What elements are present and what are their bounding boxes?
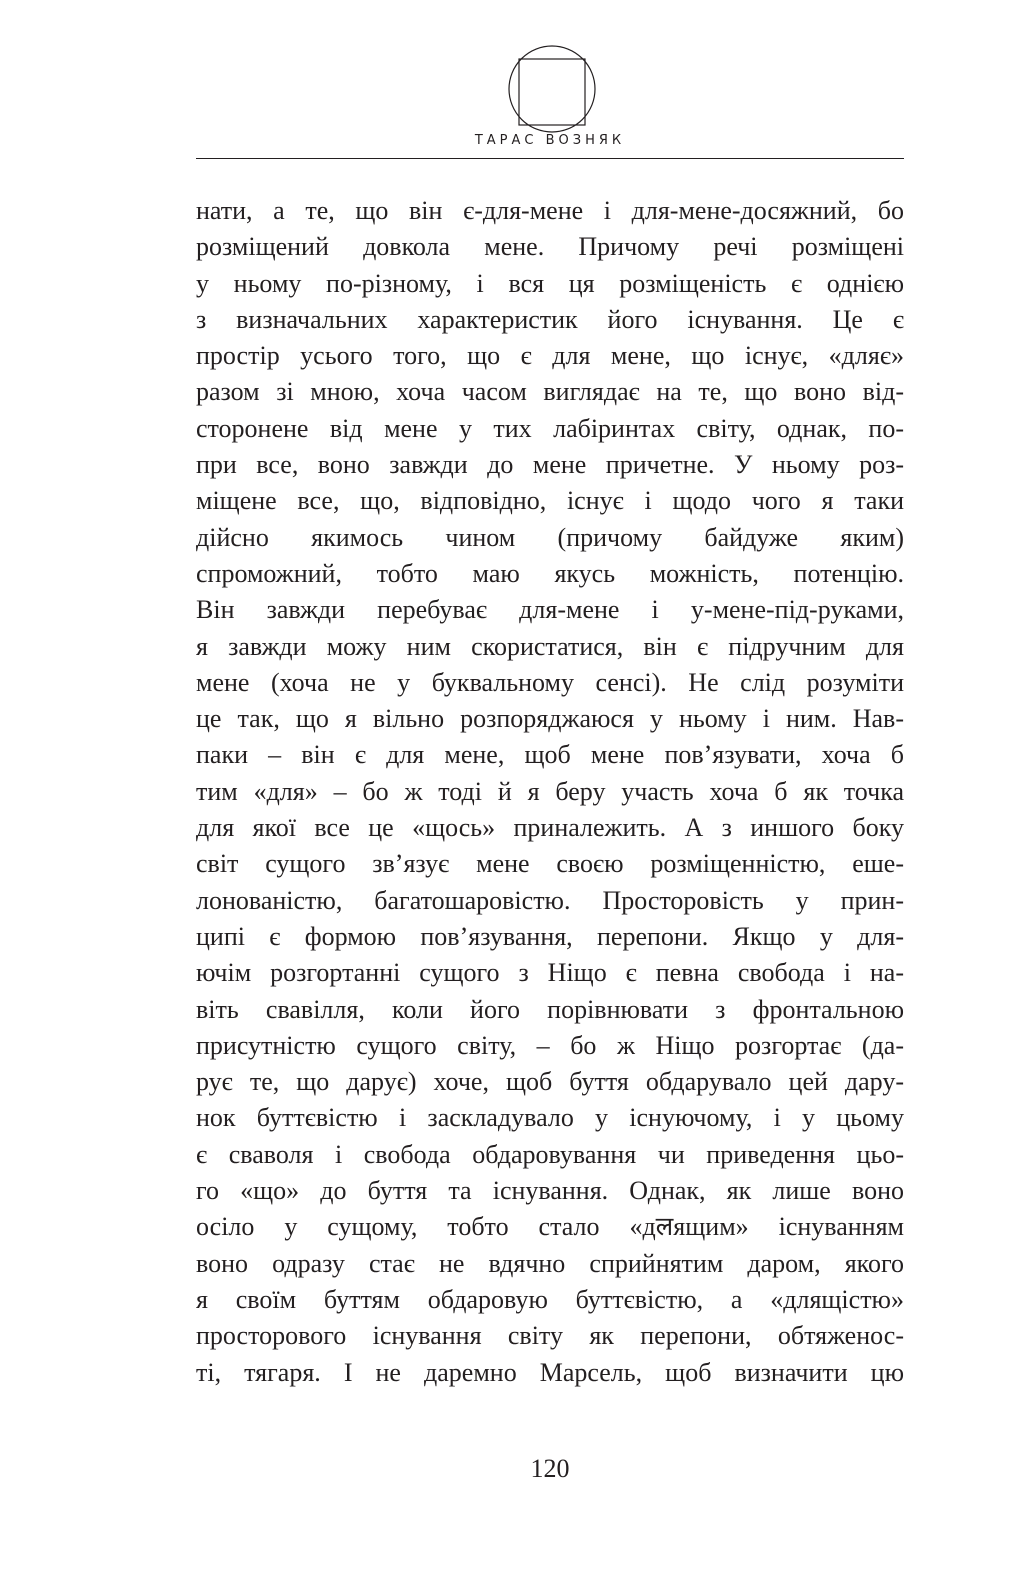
text-line: дійсно якимось чином (причому байдуже яким) [196, 522, 904, 552]
text-line: рує те, що дарує) хоче, щоб буття обдарувало цей дару- [196, 1067, 904, 1097]
text-line: це так, що я вільно розпоряджаюся у ньому і ним. Нав- [196, 704, 904, 734]
text-line: спроможний, тобто маю якусь можність, потенцію. [196, 558, 904, 588]
text-line: є сваволя і свобода обдаровування чи приведення цьо- [196, 1139, 904, 1169]
text-line: я своїм буттям обдаровую буттєвістю, а «длящістю» [196, 1284, 904, 1314]
text-line: осіло у сущому, тобто стало «дलящим» існуванням [196, 1212, 904, 1242]
text-line: нати, а те, що він є-для-мене і для-мене-досяжний, бо [196, 196, 904, 225]
text-line: для якої все це «щось» приналежить. А з иншого боку [196, 813, 904, 843]
text-line: тим «для» – бо ж тоді й я беру участь хоча б як точка [196, 776, 904, 806]
running-head: ТАРАС ВОЗНЯК [474, 133, 626, 148]
text-line: нок буттєвістю і заскладувало у існуючому, і у цьому [196, 1103, 904, 1133]
text-line: воно одразу стає не вдячно сприйнятим даром, якого [196, 1248, 904, 1278]
text-line: сторонене від мене у тих лабіринтах світу, однак, по- [196, 413, 904, 443]
text-line: ті, тягаря. І не даремно Марсель, щоб визначити цю [196, 1357, 904, 1387]
text-line: віть свавілля, коли його порівнювати з фронтальною [196, 994, 904, 1024]
body-text [196, 193, 904, 1391]
text-line: просторового існування світу як перепони, обтяженос- [196, 1321, 904, 1351]
text-line: разом зі мною, хоча часом виглядає на те, що воно від- [196, 377, 904, 407]
circle-square-emblem-icon [507, 44, 597, 134]
text-line: розміщений довкола мене. Причому речі розміщені [196, 232, 904, 262]
text-line: міщене все, що, відповідно, існує і щодо чого я таки [196, 486, 904, 516]
text-line: Він завжди перебуває для-мене і у-мене-під-руками, [196, 595, 904, 625]
text-line: лонованістю, багатошаровістю. Просторовість у прин- [196, 885, 904, 915]
text-line: го «що» до буття та існування. Однак, як лише воно [196, 1176, 904, 1206]
text-line: присутністю сущого світу, – бо ж Ніщо розгортає (да- [196, 1030, 904, 1060]
text-line: паки – він є для мене, щоб мене пов’язувати, хоча б [196, 740, 904, 770]
text-line: з визначальних характеристик його існування. Це є [196, 304, 904, 334]
header-rule [196, 158, 904, 159]
text-line: ципі є формою пов’язування, перепони. Якщо у для- [196, 921, 904, 951]
text-line: при все, воно завжди до мене причетне. У ньому роз- [196, 450, 904, 480]
text-line: у ньому по-різному, і вся ця розміщеність є однією [196, 268, 904, 298]
text-line: мене (хоча не у буквальному сенсі). Не слід розуміти [196, 667, 904, 697]
text-line: світ сущого зв’язує мене своєю розміщенністю, еше- [196, 849, 904, 879]
text-line: я завжди можу ним скористатися, він є підручним для [196, 631, 904, 661]
page-number: 120 [530, 1454, 570, 1483]
text-line: простір усього того, що є для мене, що існує, «дляє» [196, 341, 904, 371]
text-line: ючім розгортанні сущого з Ніщо є певна свобода і на- [196, 958, 904, 988]
